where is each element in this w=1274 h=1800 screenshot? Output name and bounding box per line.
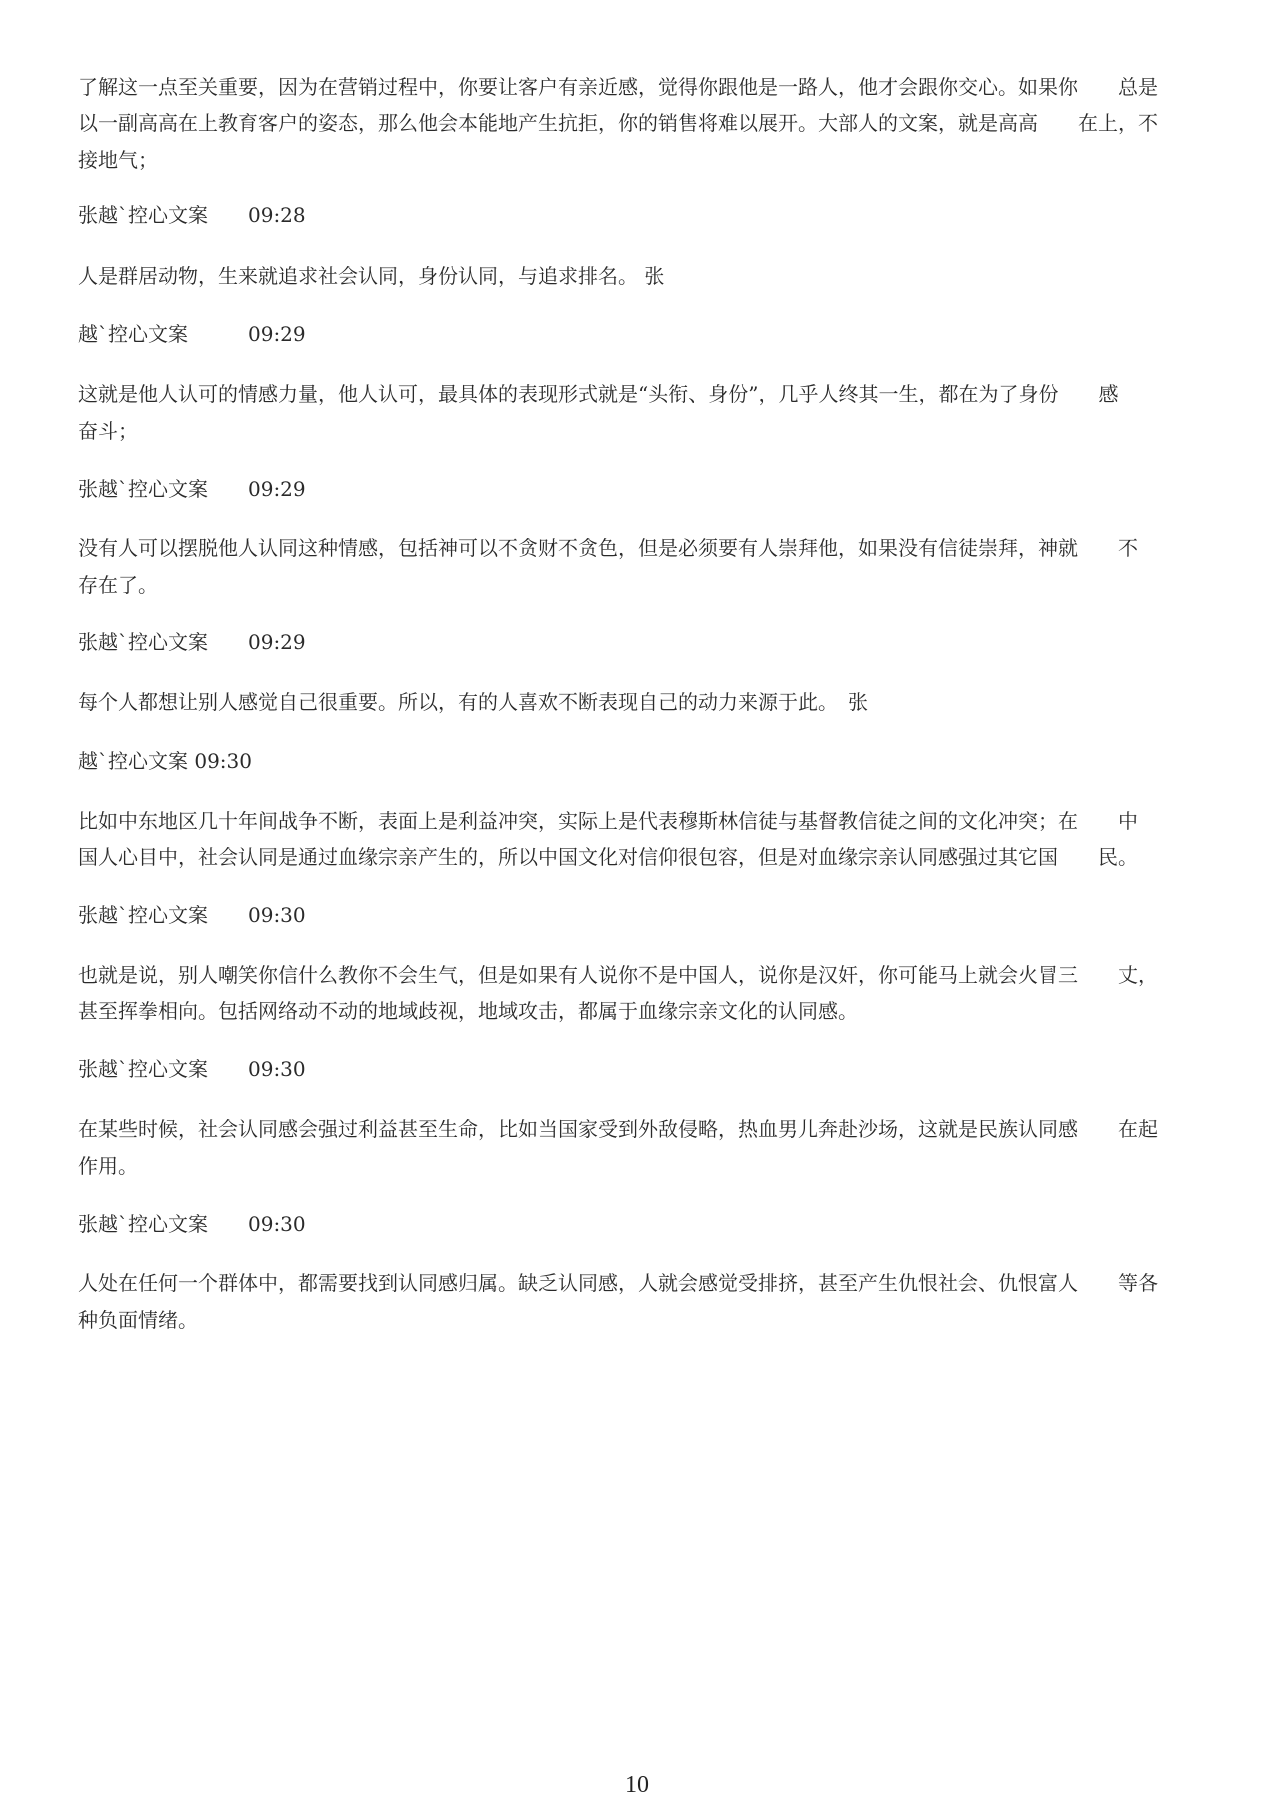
message-text-line: 接地气；	[78, 148, 158, 172]
message-text-line: 种负面情绪。	[78, 1308, 198, 1332]
page-number: 10	[625, 1772, 649, 1798]
message-header: 张越`控心文案 09:30	[78, 903, 306, 927]
message-text-line: 每个人都想让别人感觉自己很重要。所以，有的人喜欢不断表现自己的动力来源于此。 张	[78, 690, 868, 714]
message-header: 越`控心文案 09:30	[78, 749, 252, 773]
message-header: 张越`控心文案 09:30	[78, 1057, 306, 1081]
message-text-line: 了解这一点至关重要，因为在营销过程中，你要让客户有亲近感，觉得你跟他是一路人，他才会跟你交心。如果你 总是	[78, 75, 1158, 99]
message-text-line: 在某些时候，社会认同感会强过利益甚至生命，比如当国家受到外敌侵略，热血男儿奔赴沙场，这就是民族认同感 在起	[78, 1117, 1158, 1141]
message-header: 张越`控心文案 09:29	[78, 477, 306, 501]
message-header: 张越`控心文案 09:28	[78, 203, 306, 227]
message-text-line: 作用。	[78, 1154, 138, 1178]
message-text-line: 甚至挥拳相向。包括网络动不动的地域歧视，地域攻击，都属于血缘宗亲文化的认同感。	[78, 999, 858, 1023]
message-text-line: 比如中东地区几十年间战争不断，表面上是利益冲突，实际上是代表穆斯林信徒与基督教信徒之间的文化冲突；在 中	[78, 809, 1138, 833]
message-text-line: 人处在任何一个群体中，都需要找到认同感归属。缺乏认同感，人就会感觉受排挤，甚至产生仇恨社会、仇恨富人 等各	[78, 1271, 1158, 1295]
message-header: 张越`控心文案 09:29	[78, 630, 306, 654]
message-text-line: 也就是说，别人嘲笑你信什么教你不会生气，但是如果有人说你不是中国人，说你是汉奸，你可能马上就会火冒三 丈，	[78, 963, 1158, 987]
message-text-line: 人是群居动物，生来就追求社会认同，身份认同，与追求排名。 张	[78, 264, 665, 288]
message-text-line: 国人心目中，社会认同是通过血缘宗亲产生的，所以中国文化对信仰很包容，但是对血缘宗亲认同感强过其它国 民。	[78, 845, 1138, 869]
message-text-line: 这就是他人认可的情感力量，他人认可，最具体的表现形式就是“头衔、身份”，几乎人终其一生，都在为了身份 感	[78, 382, 1119, 406]
message-text-line: 没有人可以摆脱他人认同这种情感，包括神可以不贪财不贪色，但是必须要有人崇拜他，如果没有信徒崇拜，神就 不	[78, 536, 1138, 560]
message-text-line: 以一副高高在上教育客户的姿态，那么他会本能地产生抗拒，你的销售将难以展开。大部人的文案，就是高高 在上，不	[78, 111, 1158, 135]
message-text-line: 奋斗；	[78, 419, 138, 443]
message-text-line: 存在了。	[78, 573, 158, 597]
message-header: 越`控心文案 09:29	[78, 322, 306, 346]
message-header: 张越`控心文案 09:30	[78, 1212, 306, 1236]
